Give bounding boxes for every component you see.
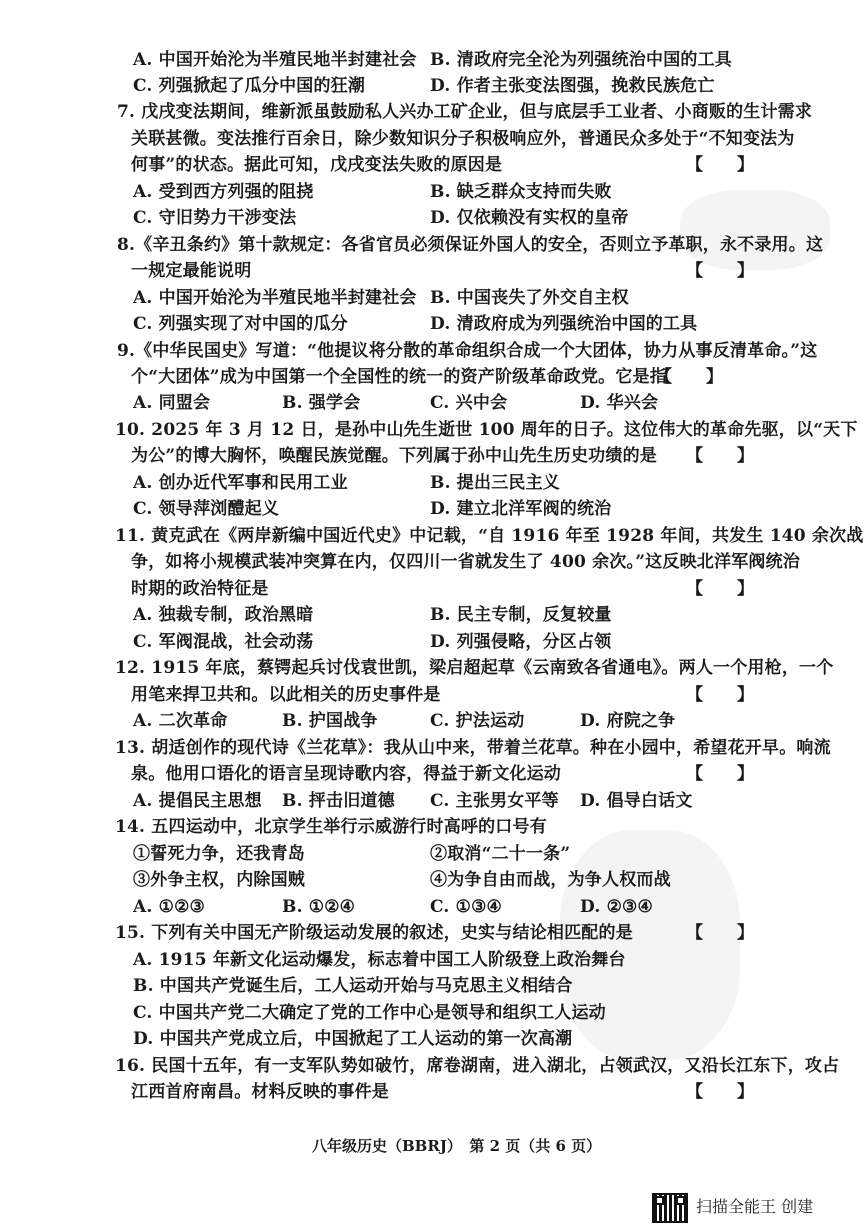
text-line: A. 创办近代军事和民用工业 <box>133 473 348 493</box>
text-line: A. 独裁专制，政治黑暗 <box>133 605 314 625</box>
text-line: C. 主张男女平等 <box>430 791 559 811</box>
text-line: 时期的政治特征是 <box>131 579 269 599</box>
answer-bracket: 【 】 <box>686 764 754 784</box>
text-line: B. 中国丧失了外交自主权 <box>430 288 629 308</box>
text-line: 泉。他用口语化的语言呈现诗歌内容，得益于新文化运动 <box>131 764 561 784</box>
text-line: D. 清政府成为列强统治中国的工具 <box>430 314 698 334</box>
text-line: C. 守旧势力干涉变法 <box>133 208 297 228</box>
answer-bracket: 【 】 <box>655 367 723 387</box>
text-line: C. 领导萍浏醴起义 <box>133 499 280 519</box>
text-line: B. 护国战争 <box>282 711 378 731</box>
text-line: C. 中国共产党二大确定了党的工作中心是领导和组织工人运动 <box>133 1003 606 1023</box>
text-line: D. 仅依赖没有实权的皇帝 <box>430 208 629 228</box>
answer-bracket: 【 】 <box>686 685 754 705</box>
answer-bracket: 【 】 <box>686 923 754 943</box>
text-line: 12. 1915 年底，蔡锷起兵讨伐袁世凯，梁启超起草《云南致各省通电》。两人一个用枪，一个 <box>115 658 834 678</box>
scan-smudge <box>680 190 830 270</box>
text-line: 11. 黄克武在《两岸新编中国近代史》中记载，“自 1916 年至 1928 年间，共发生 140 余次战 <box>115 526 864 546</box>
text-line: 用笔来捍卫共和。以此相关的历史事件是 <box>131 685 441 705</box>
text-line: C. 列强实现了对中国的瓜分 <box>133 314 348 334</box>
text-line: 13. 胡适创作的现代诗《兰花草》：我从山中来，带着兰花草。种在小园中，希望花开早。响流 <box>115 738 831 758</box>
text-line: 何事”的状态。据此可知，戊戌变法失败的原因是 <box>131 155 503 175</box>
text-line: B. 民主专制，反复较量 <box>430 605 612 625</box>
text-line: C. 军阀混战，社会动荡 <box>133 632 314 652</box>
text-line: 为公”的博大胸怀，唤醒民族觉醒。下列属于孙中山先生历史功绩的是 <box>131 446 657 466</box>
text-line: D. 作者主张变法图强，挽救民族危亡 <box>430 76 715 96</box>
text-line: B. 强学会 <box>282 393 361 413</box>
text-line: 14. 五四运动中，北京学生举行示威游行时高呼的口号有 <box>115 817 547 837</box>
text-line: ④为争自由而战，为争人权而战 <box>430 870 671 890</box>
text-line: A. 提倡民主思想 <box>133 791 262 811</box>
text-line: 16. 民国十五年，有一支军队势如破竹，席卷湖南，进入湖北，占领武汉，又沿长江东下，攻占 <box>115 1056 840 1076</box>
text-line: A. 1915 年新文化运动爆发，标志着中国工人阶级登上政治舞台 <box>133 950 626 970</box>
answer-bracket: 【 】 <box>686 446 754 466</box>
text-line: B. 缺乏群众支持而失败 <box>430 182 612 202</box>
text-line: A. 同盟会 <box>133 393 211 413</box>
text-line: C. 兴中会 <box>430 393 508 413</box>
answer-bracket: 【 】 <box>686 155 754 175</box>
text-line: A. 中国开始沦为半殖民地半封建社会 <box>133 50 417 70</box>
text-line: 15. 下列有关中国无产阶级运动发展的叙述，史实与结论相匹配的是 <box>115 923 633 943</box>
text-line: A. 受到西方列强的阻挠 <box>133 182 314 202</box>
text-line: D. 建立北洋军阀的统治 <box>430 499 612 519</box>
text-line: 争，如将小规模武装冲突算在内，仅四川一省就发生了 400 余次。”这反映北洋军阀统治 <box>131 552 800 572</box>
text-line: C. 护法运动 <box>430 711 525 731</box>
text-line: D. 府院之争 <box>580 711 676 731</box>
text-line: A. ①②③ <box>133 897 205 917</box>
text-line: B. 提出三民主义 <box>430 473 561 493</box>
text-line: ③外争主权，内除国贼 <box>133 870 305 890</box>
text-line: ②取消“二十一条” <box>430 844 571 864</box>
text-line: C. 列强掀起了瓜分中国的狂潮 <box>133 76 366 96</box>
answer-bracket: 【 】 <box>686 579 754 599</box>
text-line: C. ①③④ <box>430 897 502 917</box>
text-line: 一规定最能说明 <box>131 261 252 281</box>
text-line: B. ①②④ <box>282 897 356 917</box>
text-line: 个“大团体”成为中国第一个全国性的统一的资产阶级革命政党。它是指 <box>131 367 667 387</box>
text-line: 8.《辛丑条约》第十款规定：各省官员必须保证外国人的安全，否则立予革职，永不录用。这 <box>117 235 824 255</box>
text-line: B. 清政府完全沦为列强统治中国的工具 <box>430 50 733 70</box>
text-line: 7. 戊戌变法期间，维新派虽鼓励私人兴办工矿企业，但与底层手工业者、小商贩的生计需求 <box>117 102 813 122</box>
text-line: 关联甚微。变法推行百余日，除少数知识分子积极响应外，普通民众多处于“不知变法为 <box>131 129 795 149</box>
text-line: 9.《中华民国史》写道：“他提议将分散的革命组织合成一个大团体，协力从事反清革命。”这 <box>117 341 818 361</box>
text-line: A. 中国开始沦为半殖民地半封建社会 <box>133 288 417 308</box>
text-line: D. 华兴会 <box>580 393 659 413</box>
text-line: ①誓死力争，还我青岛 <box>133 844 305 864</box>
text-line: D. 中国共产党成立后，中国掀起了工人运动的第一次高潮 <box>133 1029 573 1049</box>
text-line: B. 中国共产党诞生后，工人运动开始与马克思主义相结合 <box>133 976 573 996</box>
text-line: B. 抨击旧道德 <box>282 791 395 811</box>
answer-bracket: 【 】 <box>686 1082 754 1102</box>
answer-bracket: 【 】 <box>686 261 754 281</box>
scanner-watermark: 扫描全能王 创建 <box>696 1197 814 1216</box>
text-line: A. 二次革命 <box>133 711 228 731</box>
text-line: D. 倡导白话文 <box>580 791 693 811</box>
text-line: 江西首府南昌。材料反映的事件是 <box>131 1082 389 1102</box>
page-footer: 八年级历史（BBRJ） 第 2 页（共 6 页） <box>312 1137 602 1155</box>
text-line: 10. 2025 年 3 月 12 日，是孙中山先生逝世 100 周年的日子。这位伟大的革命先驱，以“天下 <box>115 420 858 440</box>
scan-smudge <box>560 830 740 1060</box>
text-line: D. 列强侵略，分区占领 <box>430 632 612 652</box>
qr-code-icon <box>652 1193 688 1223</box>
text-line: D. ②③④ <box>580 897 653 917</box>
